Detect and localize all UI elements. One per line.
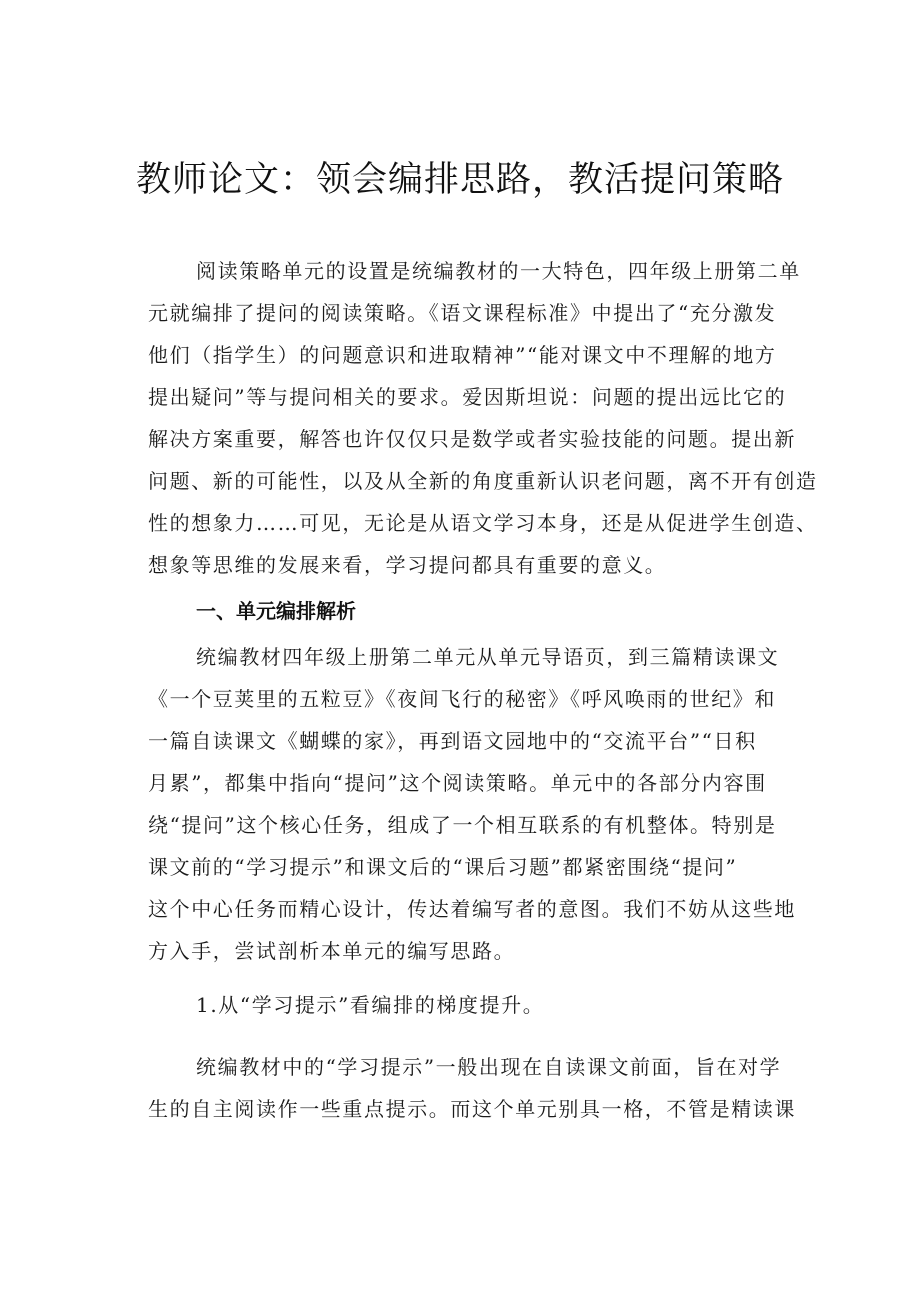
paragraph-line: 生的自主阅读作一些重点提示。而这个单元别具一格，不管是精读课 (148, 1097, 796, 1121)
paragraph-line: 绕“提问”这个核心任务，组成了一个相互联系的有机整体。特别是 (148, 813, 777, 837)
paragraph-line: 问题、新的可能性，以及从全新的角度重新认识老问题，离不开有创造 (148, 469, 818, 493)
paragraph-line: 课文前的“学习提示”和课文后的“课后习题”都紧密围绕“提问” (148, 855, 738, 879)
paragraph-line: 元就编排了提问的阅读策略。《语文课程标准》中提出了“充分激发 (148, 301, 777, 325)
document-title: 教师论文：领会编排思路，教活提问策略 (135, 160, 784, 200)
paragraph-line: 《一个豆荚里的五粒豆》《夜间飞行的秘密》《呼风唤雨的世纪》和 (148, 687, 776, 711)
paragraph-line: 这个中心任务而精心设计，传达着编写者的意图。我们不妨从这些地 (148, 897, 796, 921)
paragraph-line: 提出疑问”等与提问相关的要求。爱因斯坦说：问题的提出远比它的 (148, 385, 787, 409)
paragraph-line: 方入手，尝试剖析本单元的编写思路。 (148, 939, 516, 963)
paragraph-line: 月累”，都集中指向“提问”这个阅读策略。单元中的各部分内容围 (148, 771, 767, 795)
paragraph-line: 阅读策略单元的设置是统编教材的一大特色，四年级上册第二单 (196, 259, 801, 283)
paragraph-line: 他们（指学生）的问题意识和进取精神”“能对课文中不理解的地方 (148, 343, 777, 367)
paragraph-line: 性的想象力……可见，无论是从语文学习本身，还是从促进学生创造、 (148, 511, 818, 535)
paragraph-line: 解决方案重要，解答也许仅仅只是数学或者实验技能的问题。提出新 (148, 427, 796, 451)
section-heading: 一、单元编排解析 (196, 599, 356, 623)
paragraph-line: 想象等思维的发展来看，学习提问都具有重要的意义。 (148, 553, 667, 577)
paragraph-line: 统编教材四年级上册第二单元从单元导语页，到三篇精读课文 (196, 645, 780, 669)
subheading: 1.从“学习提示”看编排的梯度提升。 (196, 993, 545, 1017)
paragraph-line: 一篇自读课文《蝴蝶的家》，再到语文园地中的“交流平台”“日积 (148, 729, 757, 753)
paragraph-line: 统编教材中的“学习提示”一般出现在自读课文前面，旨在对学 (196, 1055, 782, 1079)
